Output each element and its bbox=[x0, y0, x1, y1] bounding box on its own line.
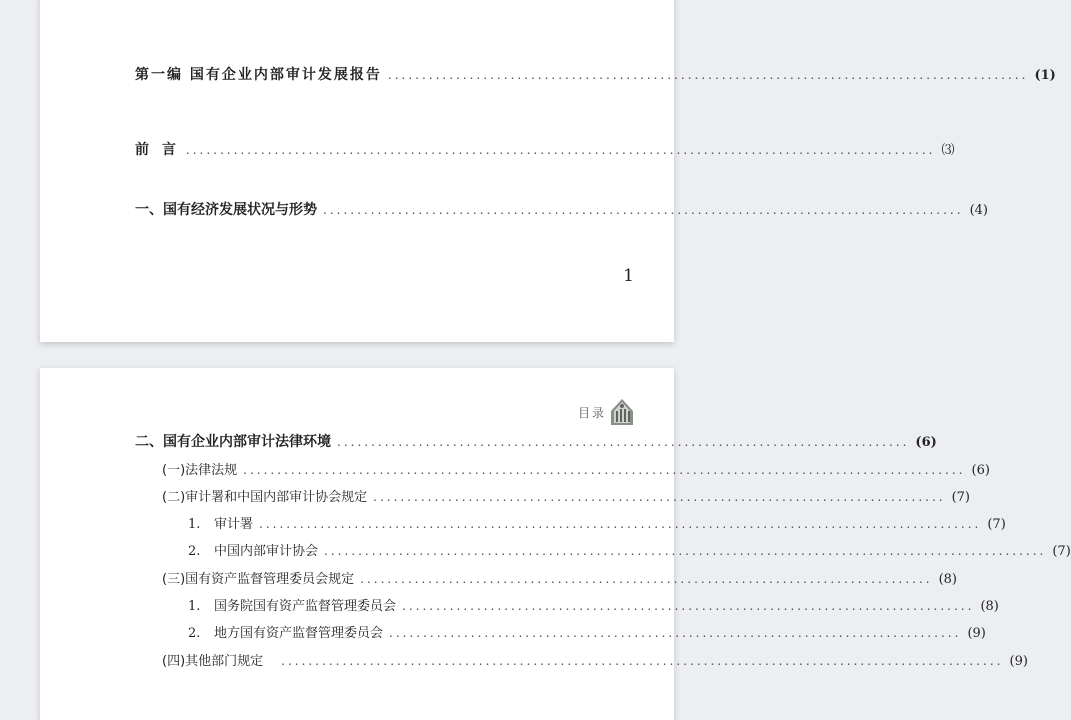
toc-entry-2-2-1[interactable] bbox=[188, 513, 1006, 532]
dot-leader: .......................................................................................................... bbox=[259, 517, 982, 531]
toc-page-2 bbox=[40, 368, 1071, 720]
dot-leader: .................................................................................... bbox=[389, 626, 962, 640]
dot-leader: .............................................................................................. bbox=[323, 203, 964, 217]
toc-entry-number: 2. bbox=[188, 544, 201, 559]
toc-entry-section-2[interactable] bbox=[135, 431, 937, 451]
toc-entry-page: (6) bbox=[915, 435, 937, 450]
toc-entry-label bbox=[188, 513, 253, 532]
toc-entry-label: 前 言 bbox=[135, 142, 180, 158]
toc-entry-number: 1. bbox=[188, 599, 201, 614]
toc-entry-text: 中国内部审计协会 bbox=[214, 544, 319, 559]
toc-entry-page: (1) bbox=[1034, 68, 1056, 83]
dot-leader: .................................................................................... bbox=[360, 572, 933, 586]
toc-entry-2-3-1[interactable] bbox=[188, 595, 999, 614]
toc-entry-text: 国务院国有资产监督管理委员会 bbox=[214, 599, 397, 614]
toc-entry-preface[interactable] bbox=[135, 139, 955, 159]
emblem-icon bbox=[610, 398, 634, 426]
toc-entry-label: 第一编 国有企业内部审计发展报告 bbox=[135, 67, 382, 83]
dot-leader: .............................................................................................. bbox=[387, 68, 1029, 82]
dot-leader: .......................................................................................................... bbox=[243, 463, 966, 477]
toc-entry-page: ⑶ bbox=[941, 143, 955, 158]
toc-entry-2-3[interactable] bbox=[162, 568, 957, 587]
toc-entry-page: (9) bbox=[1009, 654, 1028, 669]
toc-entry-2-3-2[interactable] bbox=[188, 622, 986, 641]
running-header-text: 目录 bbox=[577, 405, 606, 420]
toc-entry-label bbox=[188, 540, 318, 559]
toc-entry-label: (二)审计署和中国内部审计协会规定 bbox=[162, 490, 368, 505]
toc-entry-label bbox=[188, 622, 383, 641]
toc-entry-2-1[interactable] bbox=[162, 459, 990, 478]
toc-entry-page: (7) bbox=[951, 490, 970, 505]
toc-entry-page: (9) bbox=[967, 626, 986, 641]
dot-leader: .................................................................................... bbox=[402, 599, 975, 613]
dot-leader: .......................................................................................................... bbox=[281, 654, 1004, 668]
toc-entry-number: 2. bbox=[188, 626, 201, 641]
toc-entry-section-1[interactable] bbox=[135, 199, 988, 219]
toc-entry-page: (7) bbox=[987, 517, 1006, 532]
toc-entry-label bbox=[188, 595, 396, 614]
toc-entry-2-2-2[interactable] bbox=[188, 540, 1071, 559]
toc-entry-page: (6) bbox=[971, 463, 990, 478]
toc-entry-page: (4) bbox=[969, 203, 988, 218]
running-header bbox=[578, 398, 634, 426]
toc-entry-label: (三)国有资产监督管理委员会规定 bbox=[162, 572, 355, 587]
toc-entry-part-one[interactable] bbox=[135, 64, 1056, 84]
toc-entry-page: (7) bbox=[1052, 544, 1071, 559]
toc-entry-label: (一)法律法规 bbox=[162, 463, 238, 478]
toc-entry-label: 一、国有经济发展状况与形势 bbox=[135, 202, 317, 218]
dot-leader: .................................................................................... bbox=[373, 490, 946, 504]
toc-entry-label: (四)其他部门规定 bbox=[162, 654, 264, 669]
dot-leader: .............................................................................................................. bbox=[185, 143, 936, 157]
toc-entry-number: 1. bbox=[188, 517, 201, 532]
toc-page-1 bbox=[40, 0, 1056, 342]
dot-leader: .......................................................................................................... bbox=[324, 544, 1047, 558]
toc-entry-2-2[interactable] bbox=[162, 486, 970, 505]
toc-entry-page: (8) bbox=[938, 572, 957, 587]
toc-entry-page: (8) bbox=[980, 599, 999, 614]
toc-entry-text: 审计署 bbox=[214, 517, 254, 532]
toc-entry-2-4[interactable] bbox=[162, 650, 1028, 669]
toc-entry-label: 二、国有企业内部审计法律环境 bbox=[135, 434, 331, 450]
page-number: 1 bbox=[623, 266, 634, 286]
toc-entry-text: 地方国有资产监督管理委员会 bbox=[214, 626, 384, 641]
dot-leader: .................................................................................... bbox=[337, 435, 910, 449]
